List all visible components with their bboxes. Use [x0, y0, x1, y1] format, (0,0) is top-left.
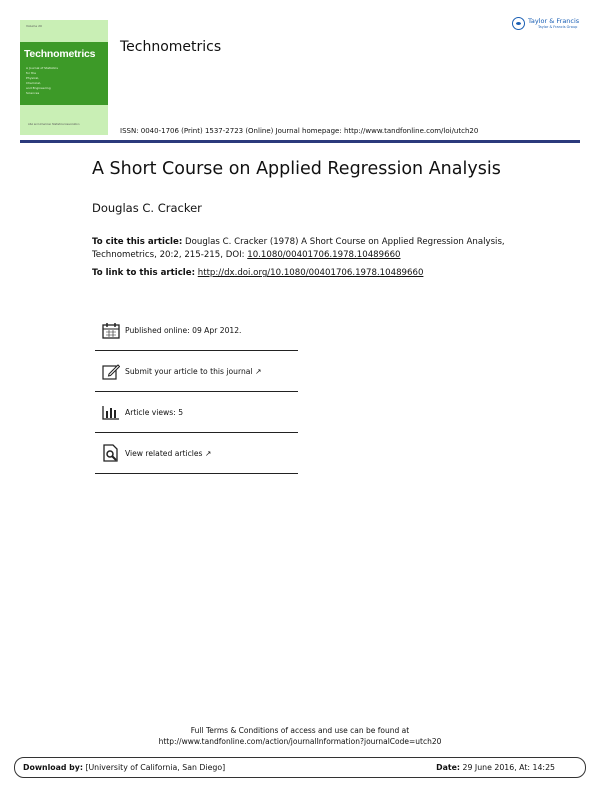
- edit-icon: [100, 362, 122, 380]
- article-url-link[interactable]: http://dx.doi.org/10.1080/00401706.1978.10489660: [197, 268, 424, 278]
- doi-link[interactable]: 10.1080/00401706.1978.10489660: [247, 250, 401, 260]
- cover-title: Technometrics: [24, 48, 96, 60]
- bar-chart-icon: [100, 403, 122, 421]
- taylor-francis-logo-icon: [512, 17, 525, 30]
- citation: To cite this article: Douglas C. Cracker (1978) A Short Course on Applied Regression Analysis, Technometrics, 20:2, 215-215, DOI: 10.1080/00401706.1978.10489660: [92, 237, 505, 260]
- external-link-icon: ↗: [204, 448, 212, 458]
- cover-publisher: ASA and American Statistical Association: [28, 123, 80, 126]
- cover-subtitle: A Journal of Statistics for the Physical, Chemical, and Engineering Sciences: [26, 66, 58, 95]
- external-link-icon: ↗: [254, 366, 262, 376]
- article-info-list: [95, 310, 298, 474]
- search-document-icon: [100, 444, 122, 462]
- article-author: Douglas C. Cracker: [92, 201, 202, 215]
- download-info-box: Download by: [University of California, San Diego] Date: 29 June 2016, At: 14:25: [14, 757, 586, 778]
- related-articles-link[interactable]: View related articles ↗: [95, 433, 298, 474]
- journal-title: Technometrics: [120, 39, 222, 55]
- issn-line: ISSN: 0040-1706 (Print) 1537-2723 (Online) Journal homepage: http://www.tandfonline.com/loi/utch20: [120, 127, 479, 135]
- cover-volume: Volume 20: [26, 24, 42, 28]
- published-online-item: Published online: 09 Apr 2012.: [95, 310, 298, 351]
- submit-article-link[interactable]: Submit your article to this journal ↗: [95, 351, 298, 392]
- header-divider: [20, 140, 580, 143]
- calendar-icon: [100, 321, 122, 339]
- terms-notice: Full Terms & Conditions of access and use can be found at http://www.tandfonline.com/action/journalInformation?journalCode=utch20: [0, 725, 600, 747]
- article-title: A Short Course on Applied Regression Analysis: [92, 159, 501, 179]
- article-link: To link to this article: http://dx.doi.org/10.1080/00401706.1978.10489660: [92, 268, 424, 278]
- journal-cover-image: [20, 20, 108, 135]
- article-views-item: Article views: 5: [95, 392, 298, 433]
- terms-url[interactable]: http://www.tandfonline.com/action/journalInformation?journalCode=utch20: [158, 737, 442, 746]
- journal-homepage-link[interactable]: http://www.tandfonline.com/loi/utch20: [343, 127, 479, 135]
- publisher-logo: Taylor & Francis Taylor & Francis Group: [512, 17, 579, 30]
